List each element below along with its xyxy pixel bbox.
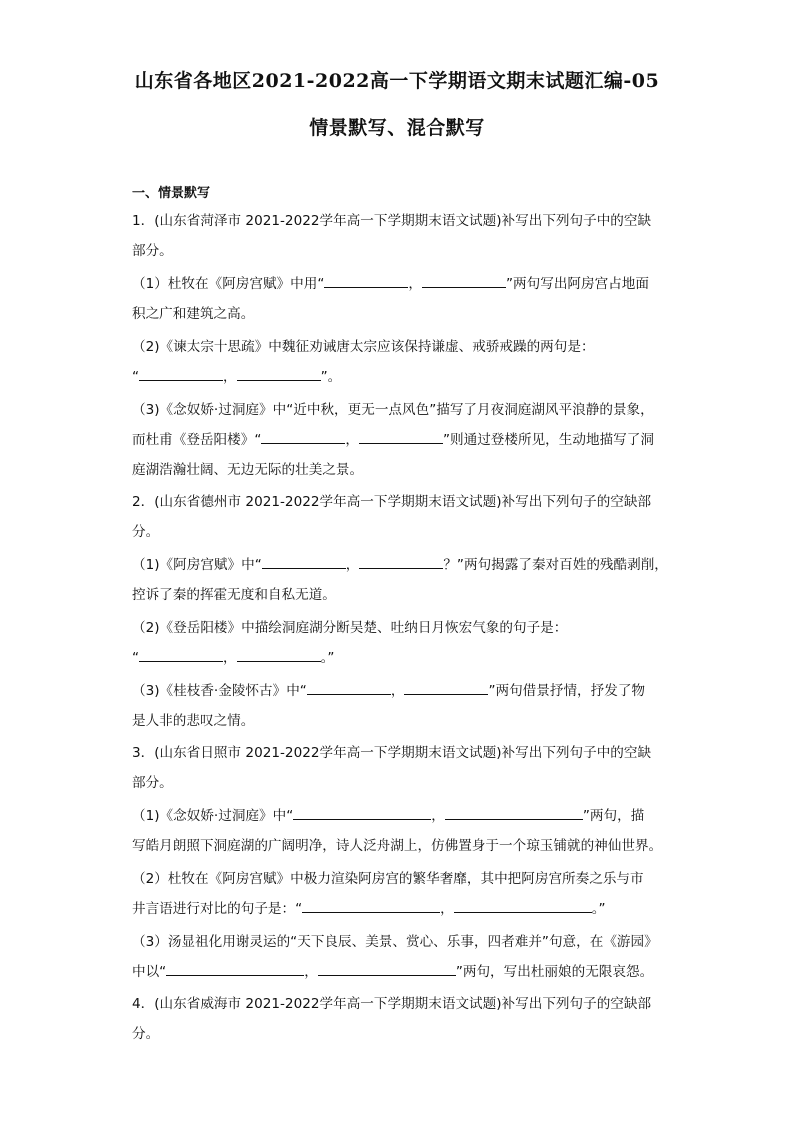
answer-blank[interactable]: [445, 807, 583, 820]
answer-blank[interactable]: [307, 682, 391, 695]
q3-item2: （2）杜牧在《阿房宫赋》中极力渲染阿房宫的繁华奢靡，其中把阿房宫所奏之乐与市: [132, 871, 644, 887]
q1-stem: 1．(山东省菏泽市 2021-2022学年高一下学期期末语文试题)补写出下列句子中的空缺: [132, 213, 652, 229]
answer-blank[interactable]: [359, 431, 443, 444]
q2-item1: [132, 556, 672, 574]
answer-blank[interactable]: [166, 963, 304, 976]
answer-blank[interactable]: [139, 649, 223, 662]
document-title: 山东省各地区2021-2022高一下学期语文期末试题汇编-05: [134, 70, 660, 92]
q3-item1: [132, 807, 672, 825]
q4-stem: 4．(山东省威海市 2021-2022学年高一下学期期末语文试题)补写出下列句子的空缺部: [132, 996, 652, 1012]
answer-blank[interactable]: [261, 431, 345, 444]
q2-item1-text-end: ？”两句揭露了秦对百姓的残酷剥削，: [443, 557, 668, 573]
q2-stem: 2．(山东省德州市 2021-2022学年高一下学期期末语文试题)补写出下列句子的空缺部: [132, 494, 652, 510]
q4-stem-cont: 分。: [132, 1026, 160, 1042]
answer-blank[interactable]: [237, 649, 321, 662]
q1-item2: （2)《谏太宗十思疏》中魏征劝诫唐太宗应该保持谦虚、戒骄戒躁的两句是：: [132, 339, 595, 355]
q3-item2-text: 井言语进行对比的句子是：“: [132, 901, 303, 917]
q2-item1-text: （1)《阿房宫赋》中“: [132, 557, 262, 573]
document-subtitle: 情景默写、混合默写: [309, 117, 485, 139]
q3-item3: （3）汤显祖化用谢灵运的“天下良辰、美景、赏心、乐事，四者难并”句意，在《游园》: [132, 934, 658, 950]
q3-item1-text: （1)《念奴娇·过洞庭》中“: [132, 808, 294, 824]
answer-blank[interactable]: [318, 963, 456, 976]
quote-close: ”。: [320, 369, 342, 385]
quote-close: 。”: [320, 650, 335, 666]
answer-blank[interactable]: [359, 556, 443, 569]
q3-item3-text-end: ”两句，写出杜丽娘的无限哀怨。: [455, 964, 654, 980]
answer-blank[interactable]: [324, 275, 408, 288]
quote-open: “: [132, 369, 140, 385]
separator: ，: [223, 650, 237, 666]
q2-item3-cont: 是人非的悲叹之情。: [132, 713, 255, 729]
q2-item1-cont: 控诉了秦的挥霍无度和自私无道。: [132, 587, 336, 603]
q3-item3-cont: [132, 963, 672, 981]
answer-blank[interactable]: [422, 275, 506, 288]
q2-stem-cont: 分。: [132, 524, 160, 540]
separator: ，: [431, 808, 445, 824]
separator: ，: [408, 276, 423, 292]
separator: ，: [345, 432, 359, 448]
q3-stem-cont: 部分。: [132, 775, 173, 791]
answer-blank[interactable]: [302, 900, 440, 913]
q1-item1: [132, 275, 672, 293]
q1-item2-answer: [132, 368, 672, 386]
q1-item1-text-end: ”两句写出阿房宫占地面: [506, 276, 649, 292]
q1-stem-cont: 部分。: [132, 243, 173, 259]
answer-blank[interactable]: [139, 368, 223, 381]
answer-blank[interactable]: [237, 368, 321, 381]
q1-item3: （3)《念奴娇·过洞庭》中“近中秋，更无一点风色”描写了月夜洞庭湖风平浪静的景象，: [132, 402, 654, 418]
separator: ，: [345, 557, 360, 573]
q2-item2-answer: [132, 649, 672, 667]
q1-item3-cont: [132, 431, 672, 449]
q1-item3-cont2: 庭湖浩瀚壮阔、无边无际的壮美之景。: [132, 462, 364, 478]
quote-open: “: [132, 650, 140, 666]
answer-blank[interactable]: [262, 556, 346, 569]
q2-item3-text-end: ”两句借景抒情，抒发了物: [488, 683, 646, 699]
q2-item3-text: （3)《桂枝香·金陵怀古》中“: [132, 683, 307, 699]
q3-item2-cont: [132, 900, 672, 918]
separator: ，: [440, 901, 454, 917]
q1-item3-text: 而杜甫《登岳阳楼》“: [132, 432, 262, 448]
q1-item1-cont: 积之广和建筑之高。: [132, 306, 255, 322]
answer-blank[interactable]: [293, 807, 431, 820]
q3-item3-text: 中以“: [132, 964, 167, 980]
q3-item1-cont: 写皓月朗照下洞庭湖的广阔明净，诗人泛舟湖上，仿佛置身于一个琼玉铺就的神仙世界。: [132, 838, 663, 854]
q1-item1-text: （1）杜牧在《阿房宫赋》中用“: [132, 276, 325, 292]
quote-close: 。”: [591, 901, 606, 917]
q1-item3-text-end: ”则通过登楼所见，生动地描写了洞: [442, 432, 654, 448]
separator: ，: [390, 683, 405, 699]
answer-blank[interactable]: [454, 900, 592, 913]
separator: ，: [223, 369, 237, 385]
section-heading: 一、情景默写: [132, 186, 211, 201]
separator: ，: [304, 964, 318, 980]
q2-item2: （2)《登岳阳楼》中描绘洞庭湖分断吴楚、吐纳日月恢宏气象的句子是：: [132, 620, 568, 636]
q3-stem: 3．(山东省日照市 2021-2022学年高一下学期期末语文试题)补写出下列句子中的空缺: [132, 745, 652, 761]
q3-item1-text-end: ”两句，描: [582, 808, 645, 824]
q2-item3: [132, 682, 672, 700]
answer-blank[interactable]: [404, 682, 488, 695]
